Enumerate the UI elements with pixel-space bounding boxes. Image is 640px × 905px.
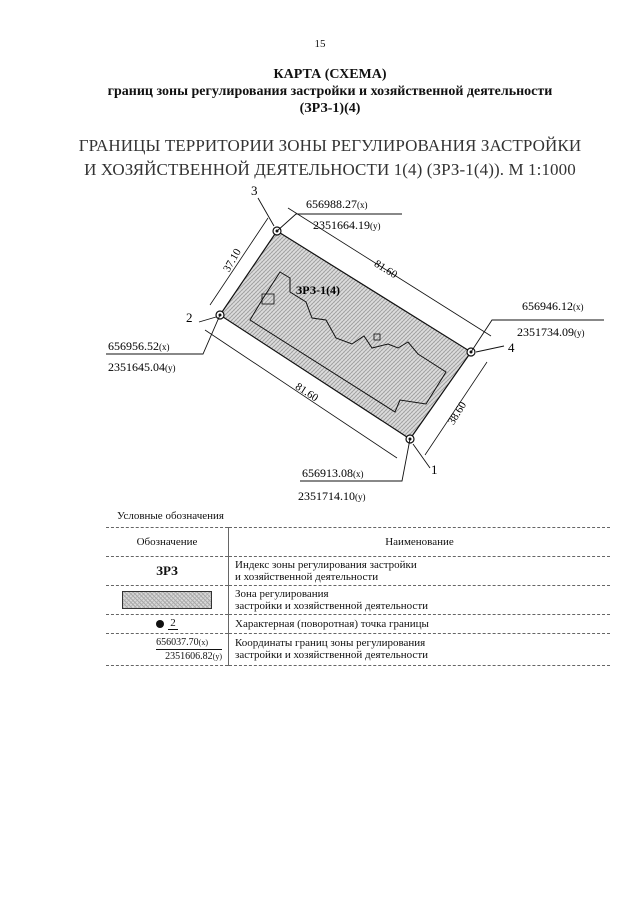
y-suffix: (y)	[212, 651, 222, 661]
title-line-1: КАРТА (СХЕМА)	[273, 67, 387, 82]
legend-row-text: Характерная (поворотная) точка границы	[235, 617, 429, 630]
legend-header-symbol: Обозначение	[106, 528, 229, 557]
map-heading-line-2: И ХОЗЯЙСТВЕННОЙ ДЕЯТЕЛЬНОСТИ 1(4) (ЗРЗ-1(4)). М 1:1000	[84, 160, 576, 179]
dim-right: 38.60	[445, 399, 470, 428]
title-line-2: границ зоны регулирования застройки и хозяйственной деятельности	[107, 84, 553, 99]
legend-row	[106, 557, 610, 586]
legend-row	[106, 633, 610, 665]
coord-x-2: 656956.52(x)	[108, 339, 170, 353]
boundary-point-symbol	[156, 617, 178, 630]
dim-top: 81.60	[371, 257, 400, 282]
legend-caption: Условные обозначения	[117, 510, 224, 522]
coord-symbol-y: 2351606.82	[165, 650, 213, 662]
legend-row-text: застройки и хозяйственной деятельности	[235, 600, 429, 612]
legend-row	[106, 586, 610, 615]
coord-y-3: 2351664.19(y)	[313, 218, 381, 232]
hatch-swatch	[122, 591, 212, 609]
point-dot-icon	[156, 620, 164, 628]
point-number-1: 1	[431, 462, 438, 477]
legend-header-row	[106, 528, 610, 557]
document-title	[60, 66, 600, 117]
legend-row-text: застройки и хозяйственной деятельности	[235, 649, 429, 661]
zone-boundary-map	[0, 180, 640, 510]
legend-table	[106, 527, 610, 666]
map-heading	[60, 134, 600, 182]
coord-y-4: 2351734.09(y)	[517, 325, 585, 339]
legend-row-text: Индекс зоны регулирования застройки	[235, 559, 417, 571]
coord-y-2: 2351645.04(y)	[108, 360, 176, 374]
coord-x-1: 656913.08(x)	[302, 466, 364, 480]
legend-row-text: и хозяйственной деятельности	[235, 571, 379, 583]
dim-left: 37.10	[221, 246, 244, 275]
legend-row-text: Координаты границ зоны регулирования	[235, 637, 426, 649]
map-heading-line-1: ГРАНИЦЫ ТЕРРИТОРИИ ЗОНЫ РЕГУЛИРОВАНИЯ ЗАСТРОЙКИ	[78, 136, 582, 155]
legend-row	[106, 615, 610, 634]
legend-row-text: Зона регулирования	[235, 588, 329, 600]
page-number: 15	[314, 38, 326, 50]
zone-index-symbol: ЗРЗ	[156, 563, 178, 578]
coordinate-symbol	[112, 636, 222, 663]
dim-bottom: 81.60	[292, 380, 321, 405]
point-symbol-number: 2	[170, 617, 176, 629]
legend-header-name: Наименование	[229, 528, 611, 557]
point-number-4: 4	[508, 340, 515, 355]
zone-label: ЗРЗ-1(4)	[295, 283, 341, 297]
title-line-3: (ЗРЗ-1)(4)	[299, 101, 361, 116]
coord-symbol-x: 656037.70	[156, 636, 199, 648]
point-number-3: 3	[251, 183, 258, 198]
point-number-2: 2	[186, 310, 193, 325]
zone-area	[220, 231, 471, 439]
x-suffix: (x)	[198, 637, 208, 647]
coord-y-1: 2351714.10(y)	[298, 489, 366, 503]
coord-x-3: 656988.27(x)	[306, 197, 368, 211]
coord-x-4: 656946.12(x)	[522, 299, 584, 313]
